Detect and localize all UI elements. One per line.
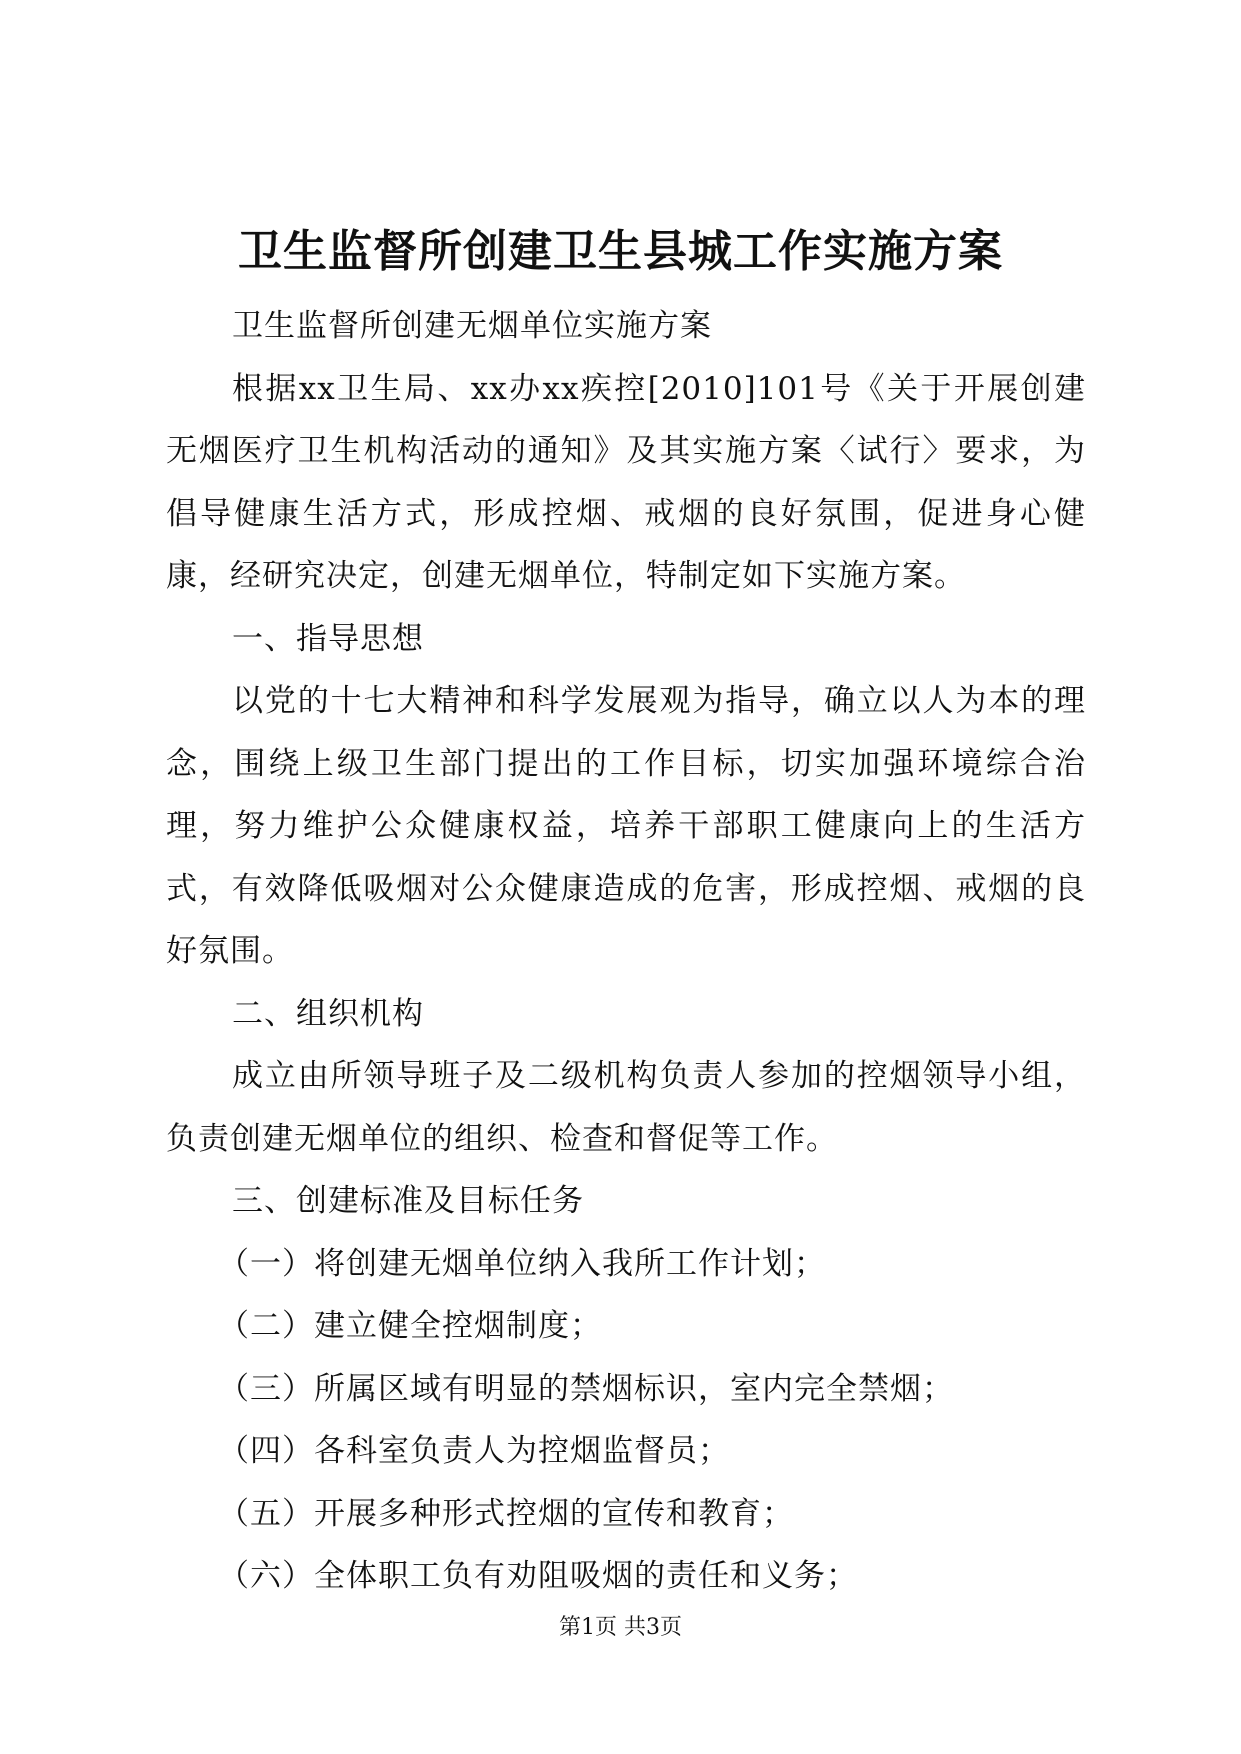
organization-paragraph: 成立由所领导班子及二级机构负责人参加的控烟领导小组，负责创建无烟单位的组织、检查和督促等工作。 xyxy=(166,1058,1086,1157)
list-item: （一）将创建无烟单位纳入我所工作计划； xyxy=(218,1245,826,1282)
section-heading-standards: 三、创建标准及目标任务 xyxy=(232,1183,584,1219)
list-item: （四）各科室负责人为控烟监督员； xyxy=(218,1433,730,1469)
guiding-thought-paragraph: 以党的十七大精神和科学发展观为指导，确立以人为本的理念，围绕上级卫生部门提出的工作目标，切实加强环境综合治理，努力维护公众健康权益，培养干部职工健康向上的生活方式，有效降低吸烟对公众健康造成的危害，形成控烟、戒烟的良好氛围。 xyxy=(166,683,1086,969)
list-item: （二）建立健全控烟制度； xyxy=(218,1308,602,1344)
document-title: 卫生监督所创建卫生县城工作实施方案 xyxy=(238,226,1003,277)
list-item: （五）开展多种形式控烟的宣传和教育； xyxy=(218,1495,794,1532)
section-heading-organization: 二、组织机构 xyxy=(232,995,424,1032)
page-number-footer: 第1页 共3页 xyxy=(559,1615,682,1640)
document-body xyxy=(166,295,1086,1608)
section-heading-guiding-thought: 一、指导思想 xyxy=(232,620,424,657)
list-item: （三）所属区域有明显的禁烟标识，室内完全禁烟； xyxy=(218,1370,954,1407)
list-item: （六）全体职工负有劝阻吸烟的责任和义务； xyxy=(218,1558,858,1594)
subtitle-paragraph: 卫生监督所创建无烟单位实施方案 xyxy=(232,308,712,344)
intro-paragraph: 根据xx卫生局、xx办xx疾控[2010]101号《关于开展创建无烟医疗卫生机构活动的通知》及其实施方案〈试行〉要求，为倡导健康生活方式，形成控烟、戒烟的良好氛围，促进身心健康，经研究决定，创建无烟单位，特制定如下实施方案。 xyxy=(166,370,1086,594)
